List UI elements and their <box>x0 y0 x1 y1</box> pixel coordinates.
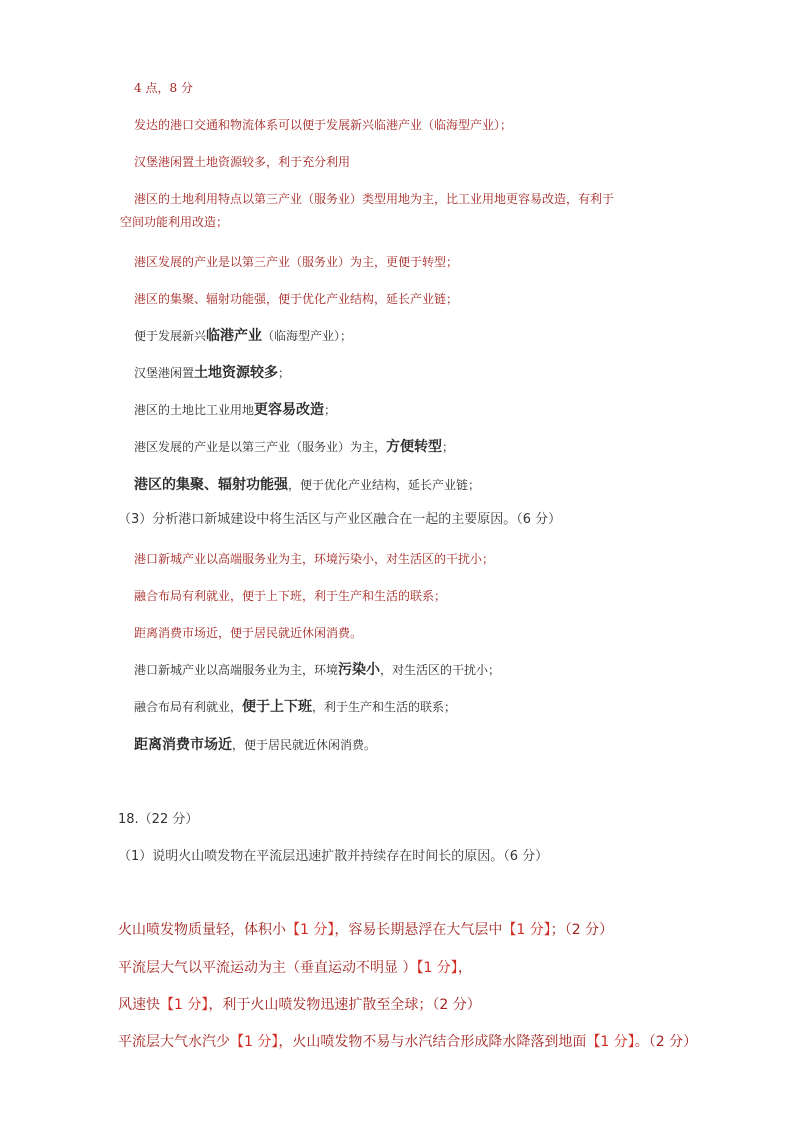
keypoint-text: 汉堡港闲置 <box>134 366 195 380</box>
answer-line-5: 港区的集聚、辐射功能强，便于优化产业结构，延长产业链； <box>134 292 459 306</box>
keypoint-text: ； <box>442 440 455 454</box>
keypoint-bold: 方便转型 <box>386 439 443 455</box>
answer-text: 平流层大气水汽少 <box>118 1034 230 1050</box>
answer-18-line-2 <box>118 960 472 976</box>
answer-line-1: 发达的港口交通和物流体系可以便于发展新兴临港产业（临海型产业）； <box>134 118 513 132</box>
answer-18-line-3 <box>118 997 481 1013</box>
answer-3-line-1: 港口新城产业以高端服务业为主，环境污染小，对生活区的干扰小； <box>134 552 495 566</box>
score-mark: 【1 分】 <box>286 922 335 938</box>
score-line: 4 点，8 分 <box>134 81 193 95</box>
keypoint-bold: 距离消费市场近 <box>134 737 232 753</box>
answer-line-4: 港区发展的产业是以第三产业（服务业）为主，更便于转型； <box>134 255 459 269</box>
answer-18-line-1 <box>118 922 613 938</box>
answer-3-line-3: 距离消费市场近，便于居民就近休闲消费。 <box>134 626 363 640</box>
keypoint-bold: 便于上下班 <box>242 699 313 715</box>
answer-line-3a: 港区的土地利用特点以第三产业（服务业）类型用地为主，比工业用地更容易改造，有利于 <box>134 192 615 206</box>
keypoint-3-line-1 <box>134 662 500 678</box>
answer-text: ，容易长期悬浮在大气层中 <box>334 922 503 938</box>
keypoint-bold: 更容易改造 <box>254 402 325 418</box>
score-mark: 【1 分】 <box>586 1034 635 1050</box>
answer-text: ， <box>457 960 472 976</box>
answer-text: ，利于火山喷发物迅速扩散至全球；（2 分） <box>208 997 481 1013</box>
answer-text: 风速快 <box>118 997 160 1013</box>
keypoint-3-line-2 <box>134 699 456 715</box>
keypoint-text: ，利于生产和生活的联系； <box>312 700 457 714</box>
keypoint-text: 便于发展新兴 <box>134 329 207 343</box>
keypoint-line-4 <box>134 439 454 455</box>
keypoint-bold: 土地资源较多 <box>194 365 279 381</box>
keypoint-text: 融合布局有利就业， <box>134 700 243 714</box>
keypoint-text: 港区的土地比工业用地 <box>134 403 255 417</box>
question-18-header: 18.（22 分） <box>118 812 199 827</box>
answer-text: ；（2 分） <box>550 922 614 938</box>
score-mark: 【1 分】 <box>502 922 551 938</box>
keypoint-text: ； <box>278 366 291 380</box>
answer-text: 。（2 分） <box>634 1034 698 1050</box>
score-mark: 【1 分】 <box>230 1034 279 1050</box>
keypoint-line-1 <box>134 328 352 344</box>
score-mark: 【1 分】 <box>416 960 458 976</box>
answer-line-2: 汉堡港闲置土地资源较多，利于充分利用 <box>134 155 351 169</box>
answer-line-3b: 空间功能利用改造； <box>120 215 229 229</box>
keypoint-3-line-3 <box>134 737 376 753</box>
keypoint-text: ； <box>324 403 337 417</box>
keypoint-bold: 港区的集聚、辐射功能强 <box>134 477 288 493</box>
question-18-1-title: （1）说明火山喷发物在平流层迅速扩散并持续存在时间长的原因。（6 分） <box>118 849 549 864</box>
keypoint-bold: 临港产业 <box>206 328 263 344</box>
answer-text: ，火山喷发物不易与水汽结合形成降水降落到地面 <box>278 1034 587 1050</box>
keypoint-text: ，便于居民就近休闲消费。 <box>232 738 377 752</box>
keypoint-text: 港区发展的产业是以第三产业（服务业）为主， <box>134 440 387 454</box>
question-3-title: （3）分析港口新城建设中将生活区与产业区融合在一起的主要原因。（6 分） <box>118 512 562 527</box>
keypoint-line-3 <box>134 402 336 418</box>
keypoint-line-5 <box>134 477 480 493</box>
keypoint-text: ，便于优化产业结构，延长产业链； <box>288 478 481 492</box>
keypoint-text: （临海型产业）； <box>262 329 353 343</box>
score-mark: 【1 分】 <box>160 997 209 1013</box>
keypoint-line-2 <box>134 365 290 381</box>
answer-text: 平流层大气以平流运动为主（垂直运动不明显 ） <box>118 960 417 976</box>
keypoint-text: ，对生活区的干扰小； <box>380 663 501 677</box>
keypoint-text: 港口新城产业以高端服务业为主，环境 <box>134 663 339 677</box>
answer-18-line-4 <box>118 1034 697 1050</box>
keypoint-bold: 污染小 <box>338 662 381 678</box>
answer-3-line-2: 融合布局有利就业，便于上下班，利于生产和生活的联系； <box>134 589 447 603</box>
answer-text: 火山喷发物质量轻，体积小 <box>118 922 286 938</box>
